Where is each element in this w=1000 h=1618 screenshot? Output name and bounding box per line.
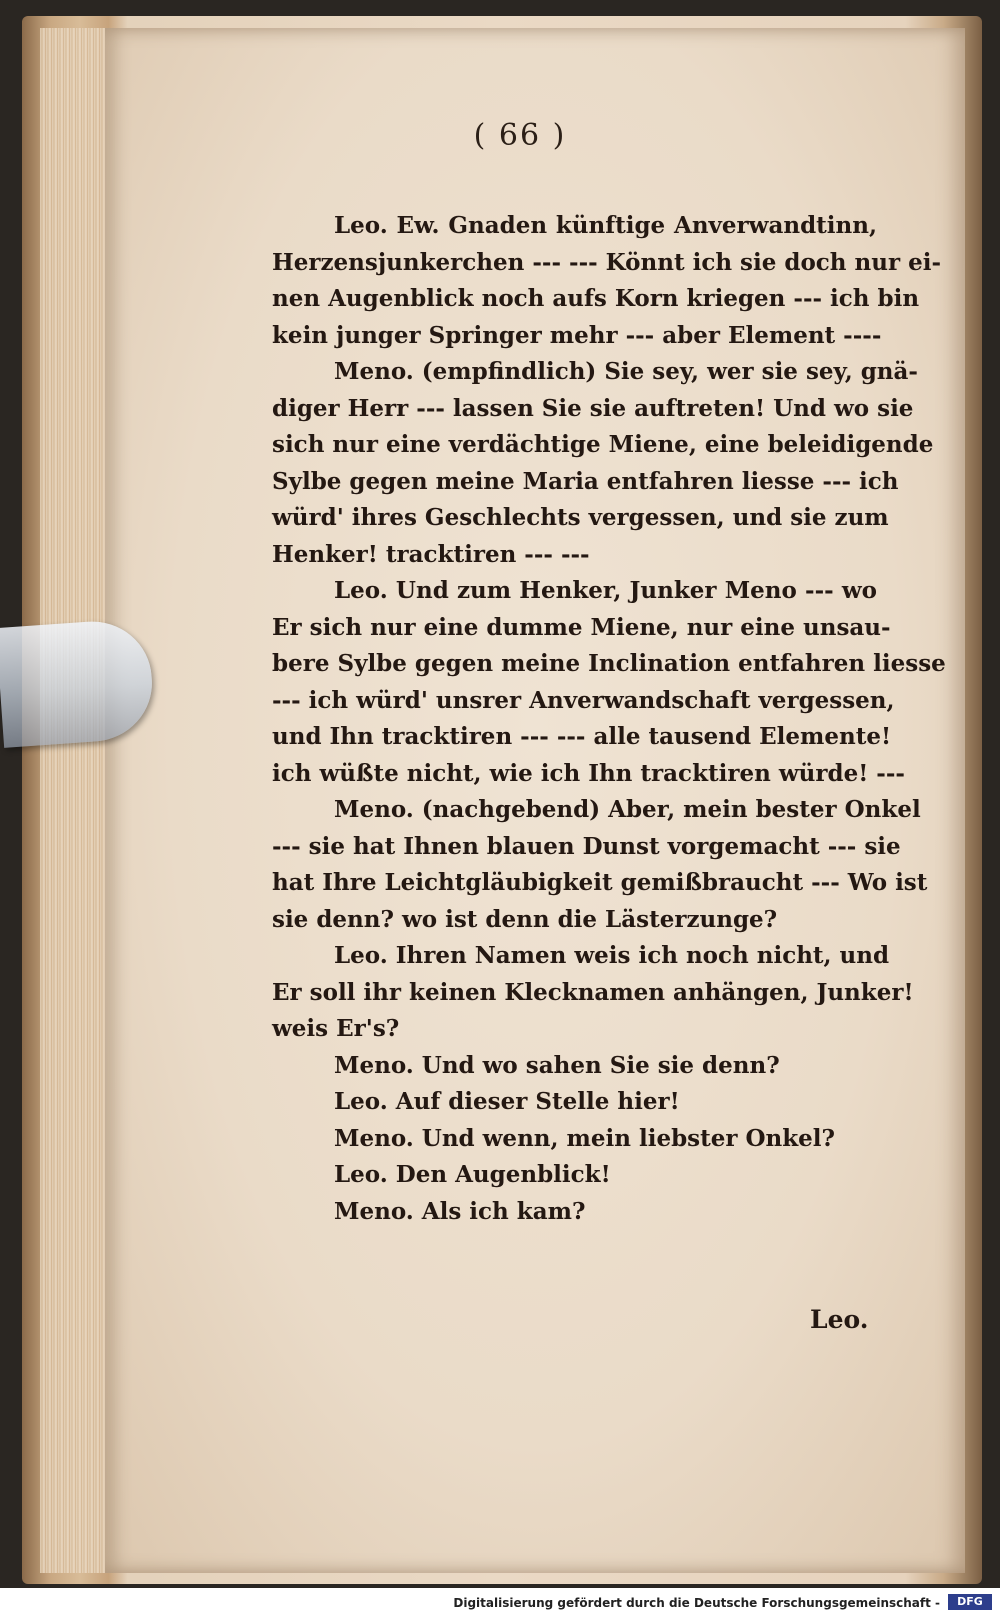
text-line: bere Sylbe gegen meine Inclination entfahren liesse: [272, 650, 946, 677]
text-line: Leo. Ew. Gnaden künftige Anverwandtinn,: [334, 212, 877, 239]
text-line: kein junger Springer mehr --- aber Element ----: [272, 321, 882, 349]
text-line: sich nur eine verdächtige Miene, eine beleidigende: [272, 431, 934, 458]
dialog-line: Leo. Auf dieser Stelle hier!: [334, 1088, 680, 1115]
footer-bar: [0, 1590, 1000, 1618]
text-line: --- sie hat Ihnen blauen Dunst vorgemacht --- sie: [272, 832, 901, 860]
catchword: Leo.: [810, 1305, 869, 1334]
text-line: Er sich nur eine dumme Miene, nur eine unsau-: [272, 613, 891, 641]
prose-lines: [272, 208, 946, 1048]
page-stack-edge: [40, 28, 110, 1573]
text-line: Meno. (nachgebend) Aber, mein bester Onkel: [334, 796, 921, 823]
dialog-line: Meno. Und wenn, mein liebster Onkel?: [334, 1124, 836, 1152]
text-line: würd' ihres Geschlechts vergessen, und sie zum: [272, 504, 889, 531]
text-line: diger Herr --- lassen Sie sie auftreten! Und wo sie: [272, 394, 914, 422]
dialog-line: Meno. Als ich kam?: [334, 1197, 586, 1225]
text-line: weis Er's?: [272, 1015, 400, 1042]
text-line: Er soll ihr keinen Klecknamen anhängen, Junker!: [272, 978, 914, 1006]
text-line: Henker! tracktiren --- ---: [272, 540, 590, 568]
text-line: hat Ihre Leichtgläubigkeit gemißbraucht --- Wo ist: [272, 869, 928, 896]
dialog-line: Leo. Den Augenblick!: [334, 1161, 611, 1188]
page-number: ( 66 ): [473, 118, 567, 153]
dialog-lines: [272, 1048, 877, 1231]
text-line: und Ihn tracktiren --- --- alle tausend Elemente!: [272, 723, 892, 750]
footer-credit: Digitalisierung gefördert durch die Deutsche Forschungsgemeinschaft -: [453, 1596, 940, 1610]
text-line: ich wüßte nicht, wie ich Ihn tracktiren würde! ---: [272, 759, 905, 787]
text-line: Sylbe gegen meine Maria entfahren liesse --- ich: [272, 467, 899, 495]
text-line: Herzensjunkerchen --- --- Könnt ich sie doch nur ei-: [272, 248, 942, 276]
text-line: --- ich würd' unsrer Anverwandschaft vergessen,: [272, 686, 895, 714]
text-line: Meno. (empfindlich) Sie sey, wer sie sey, gnä-: [334, 358, 918, 385]
body-text: [272, 208, 946, 1230]
dialog-line: Meno. Und wo sahen Sie sie denn?: [334, 1051, 780, 1079]
text-line: Leo. Und zum Henker, Junker Meno --- wo: [334, 577, 877, 604]
dfg-logo: DFG: [948, 1594, 992, 1610]
text-line: sie denn? wo ist denn die Lästerzunge?: [272, 905, 778, 933]
text-line: Leo. Ihren Namen weis ich noch nicht, und: [334, 942, 890, 969]
text-line: nen Augenblick noch aufs Korn kriegen --- ich bin: [272, 285, 920, 312]
